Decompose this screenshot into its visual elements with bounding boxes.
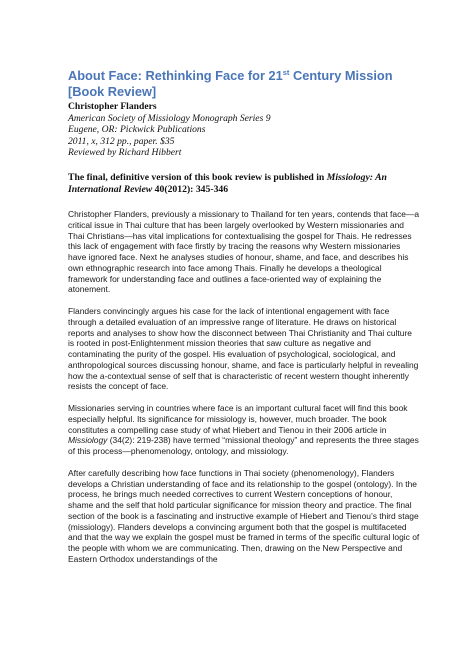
document-page bbox=[68, 68, 420, 576]
book-publisher: Eugene, OR: Pickwick Publications bbox=[68, 124, 206, 136]
paragraph-3-pre: Missionaries serving in countries where face is an important cultural facet will find this book especially helpful. Its significance for missiology is, however, much broader. The book constitutes a compelling case study of what Hiebert and Tienou in their 2006 article in bbox=[68, 403, 408, 435]
review-body bbox=[68, 209, 420, 565]
publication-note-post: 40(2012): 345-346 bbox=[152, 183, 229, 195]
title-text-rest: Century Mission [Book Review] bbox=[68, 68, 393, 99]
book-details bbox=[68, 101, 420, 159]
paragraph-3-post: (34(2): 219-238) have termed “missional theology” and represents the three stages of this process—phenomenology, ontology, and missiology. bbox=[68, 435, 419, 457]
publication-note bbox=[68, 172, 420, 195]
review-title bbox=[68, 68, 420, 100]
reviewer-credit: Reviewed by Richard Hibbert bbox=[68, 147, 182, 159]
title-superscript: st bbox=[282, 68, 290, 77]
publication-note-pre: The final, definitive version of this book review is published in bbox=[68, 171, 327, 183]
paragraph-3 bbox=[68, 403, 420, 457]
book-author: Christopher Flanders bbox=[68, 101, 157, 112]
paragraph-3-journal: Missiology bbox=[68, 435, 108, 446]
paragraph-4: After carefully describing how face functions in Thai society (phenomenology), Flanders develops a Christian understanding of face and its relationship to the gospel (ontology). In the process, he brings much needed correctives to current Western conceptions of honour, shame and the self that hold particular significance for mission theory and practice. The final section of the book is a fascinating and instructive example of Hiebert and Tienou’s third stage (missiology). Flanders develops a convincing argument both that the gospel is multifaceted and that the way we explain the gospel must be framed in terms of the specific cultural logic of the people with whom we are communicating. Then, drawing on the New Perspective and Eastern Orthodox understandings of the bbox=[68, 467, 420, 564]
title-text: About Face: Rethinking Face for 21 bbox=[68, 68, 283, 83]
book-pub-details: 2011, x, 312 pp., paper. $35 bbox=[68, 135, 175, 147]
paragraph-1: Christopher Flanders, previously a missionary to Thailand for ten years, contends that face—a critical issue in Thai culture that has been largely overlooked by Western missionaries and Thai Christians—has vital implications for contextualising the gospel for Thais. He redresses this lack of engagement with face firstly by tracing the reasons why Western missionaries have ignored face. Next he analyses studies of honour, shame, and face, and describes his own ethnographic research into face among Thais. Finally he develops a theological framework for understanding face and outlines a face-oriented way of explaining the atonement. bbox=[68, 209, 420, 295]
book-series: American Society of Missiology Monograph Series 9 bbox=[68, 112, 271, 124]
paragraph-2: Flanders convincingly argues his case for the lack of intentional engagement with face through a detailed evaluation of an impressive range of literature. He draws on historical reports and analyses to show how the disconnect between Thai Christianity and Thai culture is rooted in post-Enlightenment mission theories that saw culture as negative and contaminating the purity of the gospel. His evaluation of psychological, sociological, and anthropological sources discussing honour, shame, and face is particularly helpful in revealing how the a-contextual sense of self that is characteristic of recent western thought inherently resists the concept of face. bbox=[68, 306, 419, 392]
publication-journal: Missiology: An International Review bbox=[68, 171, 387, 195]
